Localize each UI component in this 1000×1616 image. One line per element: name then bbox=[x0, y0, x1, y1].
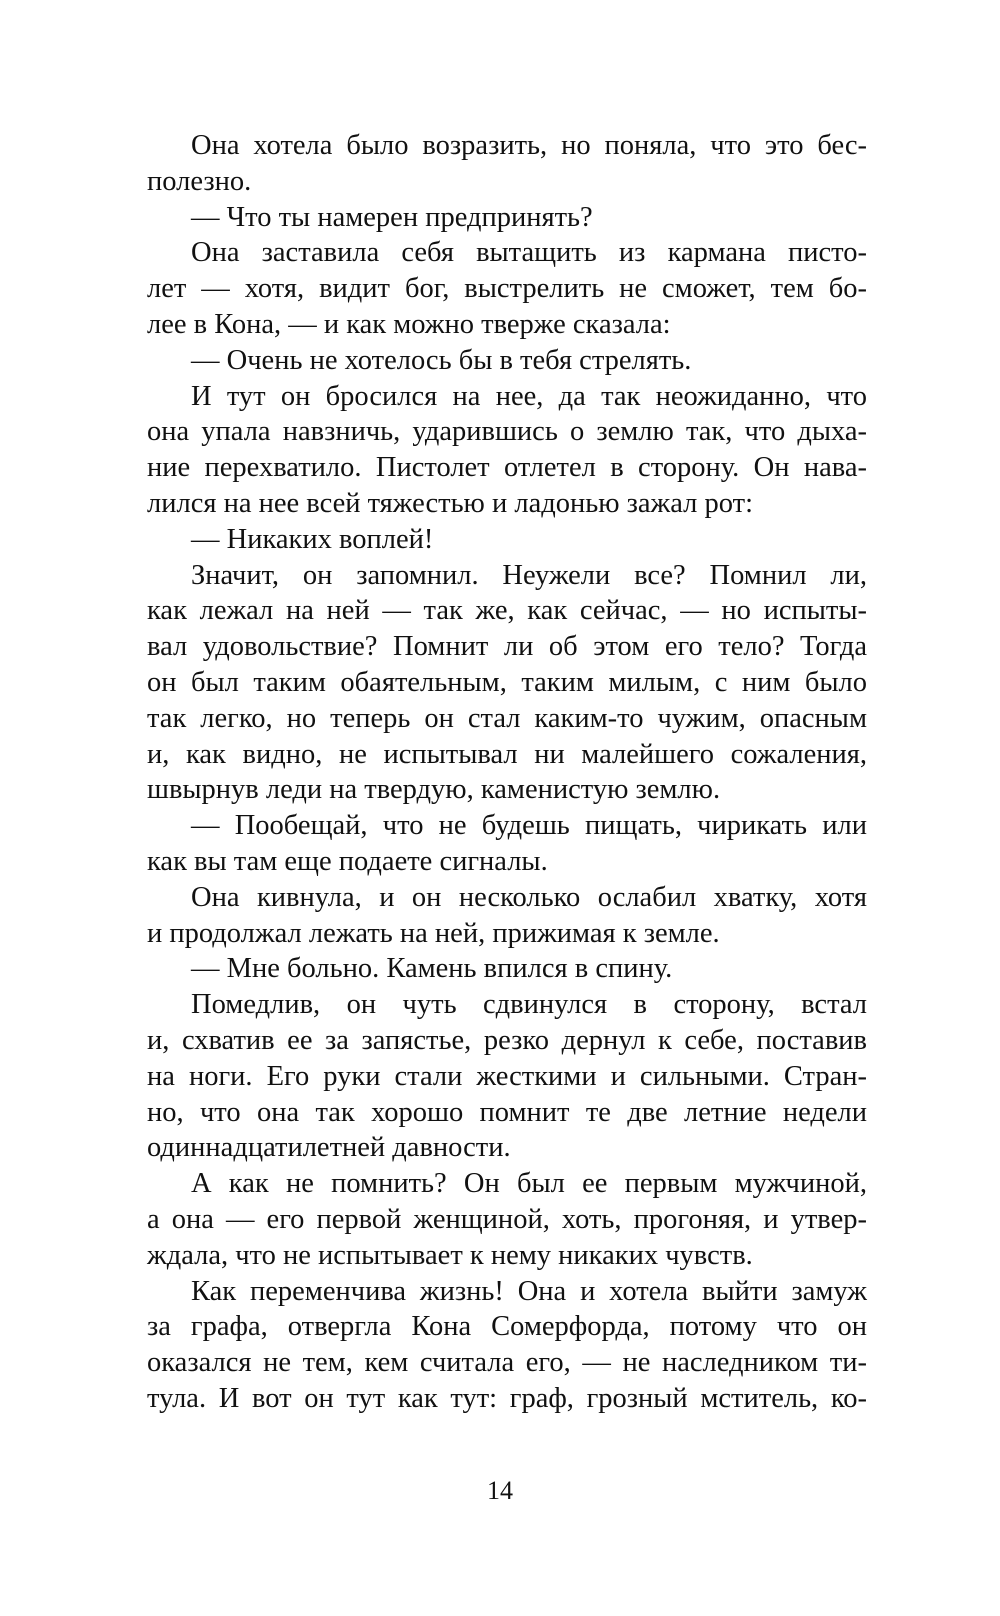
text-line: и, схватив ее за запястье, резко дернул к себе, поставив bbox=[147, 1024, 867, 1056]
text-line: Она заставила себя вытащить из кармана писто- bbox=[191, 237, 867, 269]
text-line: — Мне больно. Камень впился в спину. bbox=[191, 953, 673, 985]
text-line: а она — его первой женщиной, хоть, прогоняя, и утвер- bbox=[147, 1203, 867, 1235]
text-line: лее в Кона, — и как можно тверже сказала: bbox=[147, 308, 671, 340]
text-line: — Очень не хотелось бы в тебя стрелять. bbox=[191, 344, 692, 376]
text-line: и, как видно, не испытывал ни малейшего сожаления, bbox=[147, 738, 867, 770]
text-line: лился на нее всей тяжестью и ладонью зажал рот: bbox=[147, 487, 753, 519]
text-line: Значит, он запомнил. Неужели все? Помнил ли, bbox=[191, 559, 867, 591]
text-line: как вы там еще подаете сигналы. bbox=[147, 845, 548, 877]
text-line: ние перехватило. Пистолет отлетел в сторону. Он нава- bbox=[147, 452, 867, 484]
text-line: на ноги. Его руки стали жесткими и сильными. Стран- bbox=[147, 1060, 867, 1092]
text-line: полезно. bbox=[147, 165, 252, 197]
text-line: Она кивнула, и он несколько ослабил хватку, хотя bbox=[191, 881, 867, 913]
page-number: 14 bbox=[487, 1476, 513, 1505]
text-line: как лежал на ней — так же, как сейчас, — но испыты- bbox=[147, 595, 867, 627]
text-line: тула. И вот он тут как тут: граф, грозный мститель, ко- bbox=[147, 1382, 867, 1414]
text-line: — Что ты намерен предпринять? bbox=[191, 201, 593, 233]
text-line: за графа, отвергла Кона Сомерфорда, потому что он bbox=[147, 1311, 867, 1343]
text-line: И тут он бросился на нее, да так неожиданно, что bbox=[191, 380, 867, 412]
text-line: оказался не тем, кем считала его, — не наследником ти- bbox=[147, 1347, 867, 1379]
text-line: лет — хотя, видит бог, выстрелить не сможет, тем бо- bbox=[147, 273, 867, 305]
text-line: — Никаких воплей! bbox=[191, 523, 434, 555]
text-line: одиннадцатилетней давности. bbox=[147, 1132, 511, 1164]
text-line: Помедлив, он чуть сдвинулся в сторону, встал bbox=[191, 989, 867, 1021]
text-line: — Пообещай, что не будешь пищать, чирикать или bbox=[191, 810, 867, 842]
text-line: так легко, но теперь он стал каким-то чужим, опасным bbox=[147, 702, 867, 734]
text-line: вал удовольствие? Помнит ли об этом его тело? Тогда bbox=[147, 631, 867, 663]
text-line: А как не помнить? Он был ее первым мужчиной, bbox=[191, 1168, 867, 1200]
text-line: она упала навзничь, ударившись о землю так, что дыха- bbox=[147, 416, 867, 448]
text-line: Она хотела было возразить, но поняла, что это бес- bbox=[191, 130, 867, 161]
text-line: но, что она так хорошо помнит те две летние недели bbox=[147, 1096, 867, 1128]
text-line: он был таким обаятельным, таким милым, с ним было bbox=[147, 666, 867, 698]
text-line: ждала, что не испытывает к нему никаких чувств. bbox=[147, 1239, 753, 1271]
text-line: и продолжал лежать на ней, прижимая к земле. bbox=[147, 917, 720, 949]
text-line: швырнув леди на твердую, каменистую землю. bbox=[147, 774, 721, 806]
text-line: Как переменчива жизнь! Она и хотела выйти замуж bbox=[191, 1275, 867, 1307]
body-text bbox=[147, 128, 867, 1417]
